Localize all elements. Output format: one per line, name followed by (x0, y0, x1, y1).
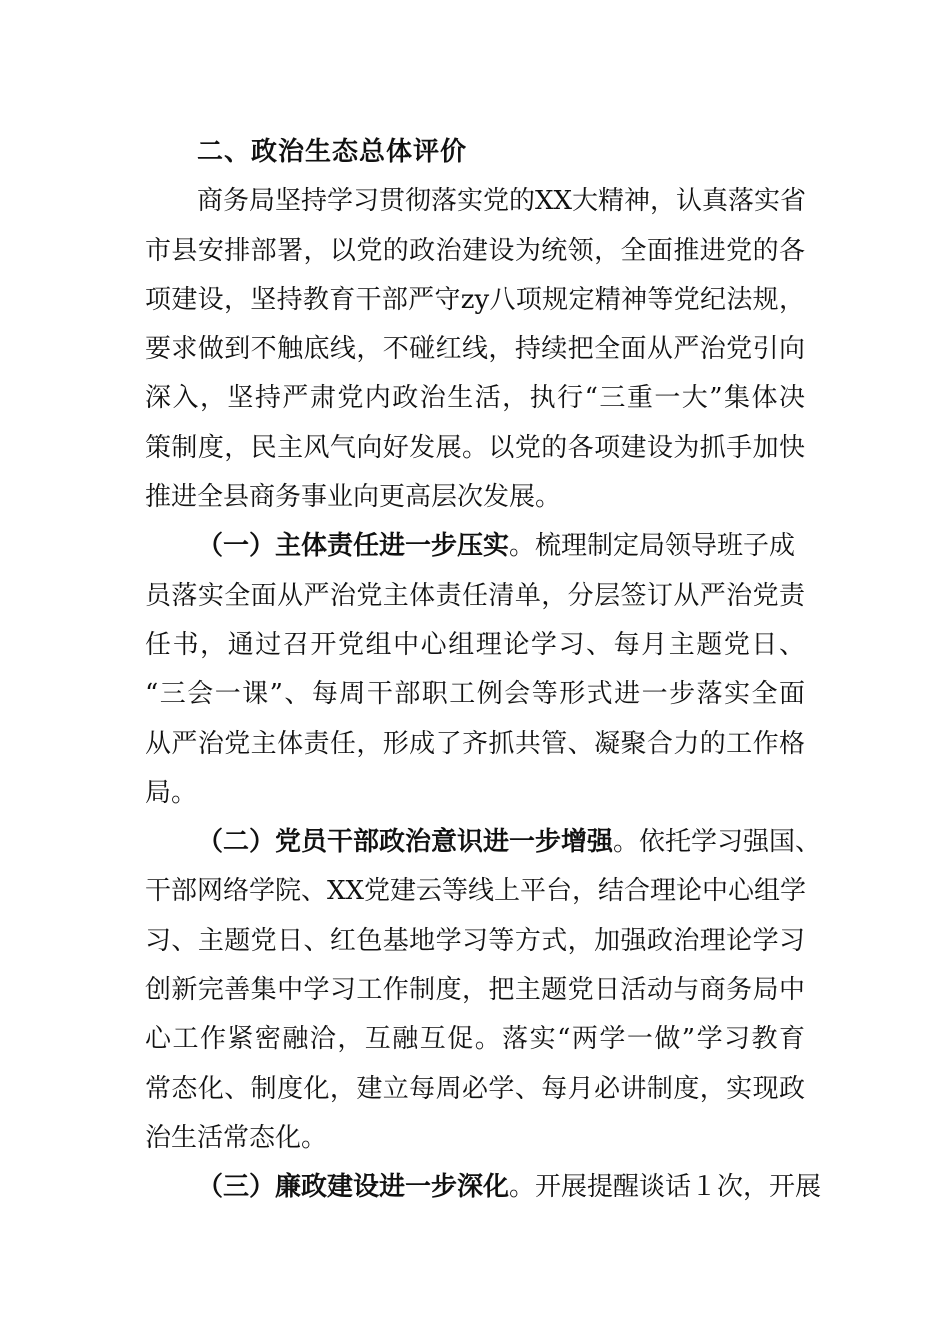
paragraph-1-line: 局。 (145, 777, 198, 808)
intro-line: 要求做到不触底线，不碰红线，持续把全面从严治党引向 (145, 334, 805, 365)
paragraph-2-line: 干部网络学院、XX党建云等线上平台，结合理论中心组学 (145, 876, 807, 907)
paragraph-2-text: 。依托学习强国、 (613, 827, 822, 858)
intro-line: 市县安排部署，以党的政治建设为统领，全面推进党的各 (145, 235, 805, 266)
paragraph-1-line: 员落实全面从严治党主体责任清单，分层签订从严治党责 (145, 580, 805, 611)
paragraph-1-first-line (145, 522, 805, 571)
paragraph-1-line: 任书，通过召开党组中心组理论学习、每月主题党日、 (145, 629, 805, 660)
paragraph-1-line: “三会一课”、每周干部职工例会等形式进一步落实全面 (145, 679, 805, 710)
paragraph-1-text: 。梳理制定局领导班子成 (509, 531, 796, 562)
intro-line: 策制度，民主风气向好发展。以党的各项建设为抓手加快 (145, 432, 805, 463)
paragraph-3-lead: （三）廉政建设进一步深化 (197, 1172, 510, 1203)
paragraph-1-line: 从严治党主体责任，形成了齐抓共管、凝聚合力的工作格 (145, 728, 805, 759)
intro-line: 项建设，坚持教育干部严守zy八项规定精神等党纪法规， (145, 284, 805, 315)
paragraph-2-first-line (145, 818, 822, 867)
paragraph-2-line: 心工作紧密融洽，互融互促。落实“两学一做”学习教育 (145, 1024, 805, 1055)
paragraph-2-lead: （二）党员干部政治意识进一步增强 (197, 827, 614, 858)
paragraph-2-line: 创新完善集中学习工作制度，把主题党日活动与商务局中 (145, 975, 805, 1006)
paragraph-2-line: 治生活常态化。 (145, 1122, 328, 1153)
document-body (145, 128, 822, 1213)
paragraph-3-text: 。开展提醒谈话１次，开展 (509, 1172, 822, 1203)
intro-line: 深入，坚持严肃党内政治生活，执行“三重一大”集体决 (145, 383, 805, 414)
paragraph-2-line: 常态化、制度化，建立每周必学、每月必讲制度，实现政 (145, 1073, 805, 1104)
paragraph-3-first-line (145, 1163, 822, 1212)
paragraph-2-line: 习、主题党日、红色基地学习等方式，加强政治理论学习 (145, 925, 805, 956)
section-heading: 二、政治生态总体评价 (197, 137, 468, 167)
paragraph-1-lead: （一）主体责任进一步压实 (197, 531, 510, 562)
intro-line: 推进全县商务事业向更高层次发展。 (145, 482, 562, 513)
intro-line: 商务局坚持学习贯彻落实党的XX大精神，认真落实省 (197, 186, 807, 217)
